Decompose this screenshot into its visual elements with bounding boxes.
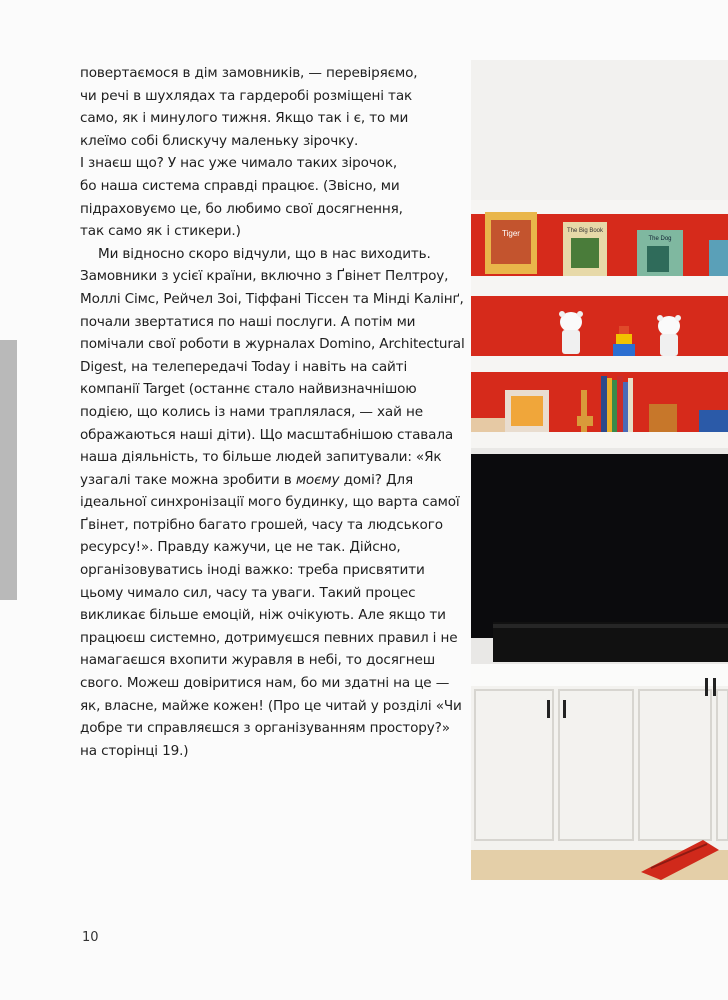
- cabinet-handle: [547, 700, 550, 718]
- living-room-photo: [471, 60, 728, 880]
- bear-figurine: [559, 311, 583, 354]
- tv-screen: [471, 454, 728, 638]
- book-tiger: [485, 212, 537, 274]
- bear-figurine: [657, 315, 681, 356]
- page-number: 10: [82, 930, 99, 945]
- cabinet-handle: [563, 700, 566, 718]
- toy: [649, 404, 677, 432]
- svg-text:Tiger: Tiger: [502, 229, 520, 238]
- emphasis-text: моєму: [295, 471, 340, 488]
- shelf: [471, 276, 728, 296]
- svg-text:The Big Book: The Big Book: [566, 228, 604, 234]
- text-line: само, як і минулого тижня. Якщо так і є, то ми: [80, 110, 409, 127]
- cabinet-handle: [713, 678, 716, 696]
- text-line: підраховуємо це, бо любимо свої досягнення,: [80, 200, 403, 217]
- shelf-top: [471, 200, 728, 214]
- shelf: [471, 432, 728, 448]
- svg-text:The Dog: The Dog: [648, 236, 672, 242]
- paragraph-2: [80, 243, 465, 763]
- text-line: бо наша система справді працює. (Звісно, ми: [80, 177, 400, 194]
- tv-wall-illustration: [471, 60, 728, 880]
- text-line: І знаєш що? У нас уже чимало таких зірочок,: [80, 155, 398, 172]
- shelf: [471, 356, 728, 372]
- book: [709, 240, 728, 276]
- box: [699, 410, 728, 432]
- paragraph-1: [80, 62, 465, 243]
- paragraph-2-text-before: Ми відносно скоро відчули, що в нас виходить. Замовники з усієї країни, включно з Ґвінет Пелтроу, Моллі Сімс, Рейчел Зоі, Тіффані Тіссен та Мінді Калінґ, почали звертатися по наші послуги. А потім ми помічали свої роботи в журналах Domino, Architectural Digest, на телепередачі Today і навіть на сайті компанії Target (останнє стало найвизначнішою подією, що колись із нами траплялася, — хай не ображаються наші діти). Що масштабнішою ставала наша діяльність, то більше людей запитували: «Як узагалі таке можна зробити в: [80, 245, 465, 488]
- book-dog: [637, 230, 683, 276]
- text-line: чи речі в шухлядах та гардеробі розміщені так: [80, 87, 413, 104]
- book-spines: [601, 376, 633, 432]
- cabinet: [471, 664, 728, 854]
- text-line: клеїмо собі блискучу маленьку зірочку.: [80, 132, 359, 149]
- text-line: так само як і стикери.): [80, 223, 241, 240]
- page-edge-marker: [0, 340, 17, 600]
- text-line: повертаємося в дім замовників, — перевіряємо,: [80, 65, 418, 81]
- cabinet-handle: [705, 678, 708, 696]
- body-text: [80, 62, 465, 762]
- book-big-book: [563, 222, 607, 276]
- paragraph-2-text-after: домі? Для ідеальної синхронізації мого будинку, що варта самої Ґвінет, потрібно багато грошей, часу та людського ресурсу!». Правду кажучи, це не так. Дійсно, організовуватись іноді важко: треба присвятити цьому чимало сил, часу та уваги. Такий процес викликає більше емоцій, ніж очікують. Але якщо ти працюєш системно, дотримуєшся певних правил і не намагаєшся вхопити журавля в небі, то досягнеш свого. Можеш довіритися нам, бо ми здатні на це — як, власне, майже кожен! (Про це читай у розділі «Чи добре ти справляєшся з організуванням простору?» на сторінці 19.): [80, 471, 462, 759]
